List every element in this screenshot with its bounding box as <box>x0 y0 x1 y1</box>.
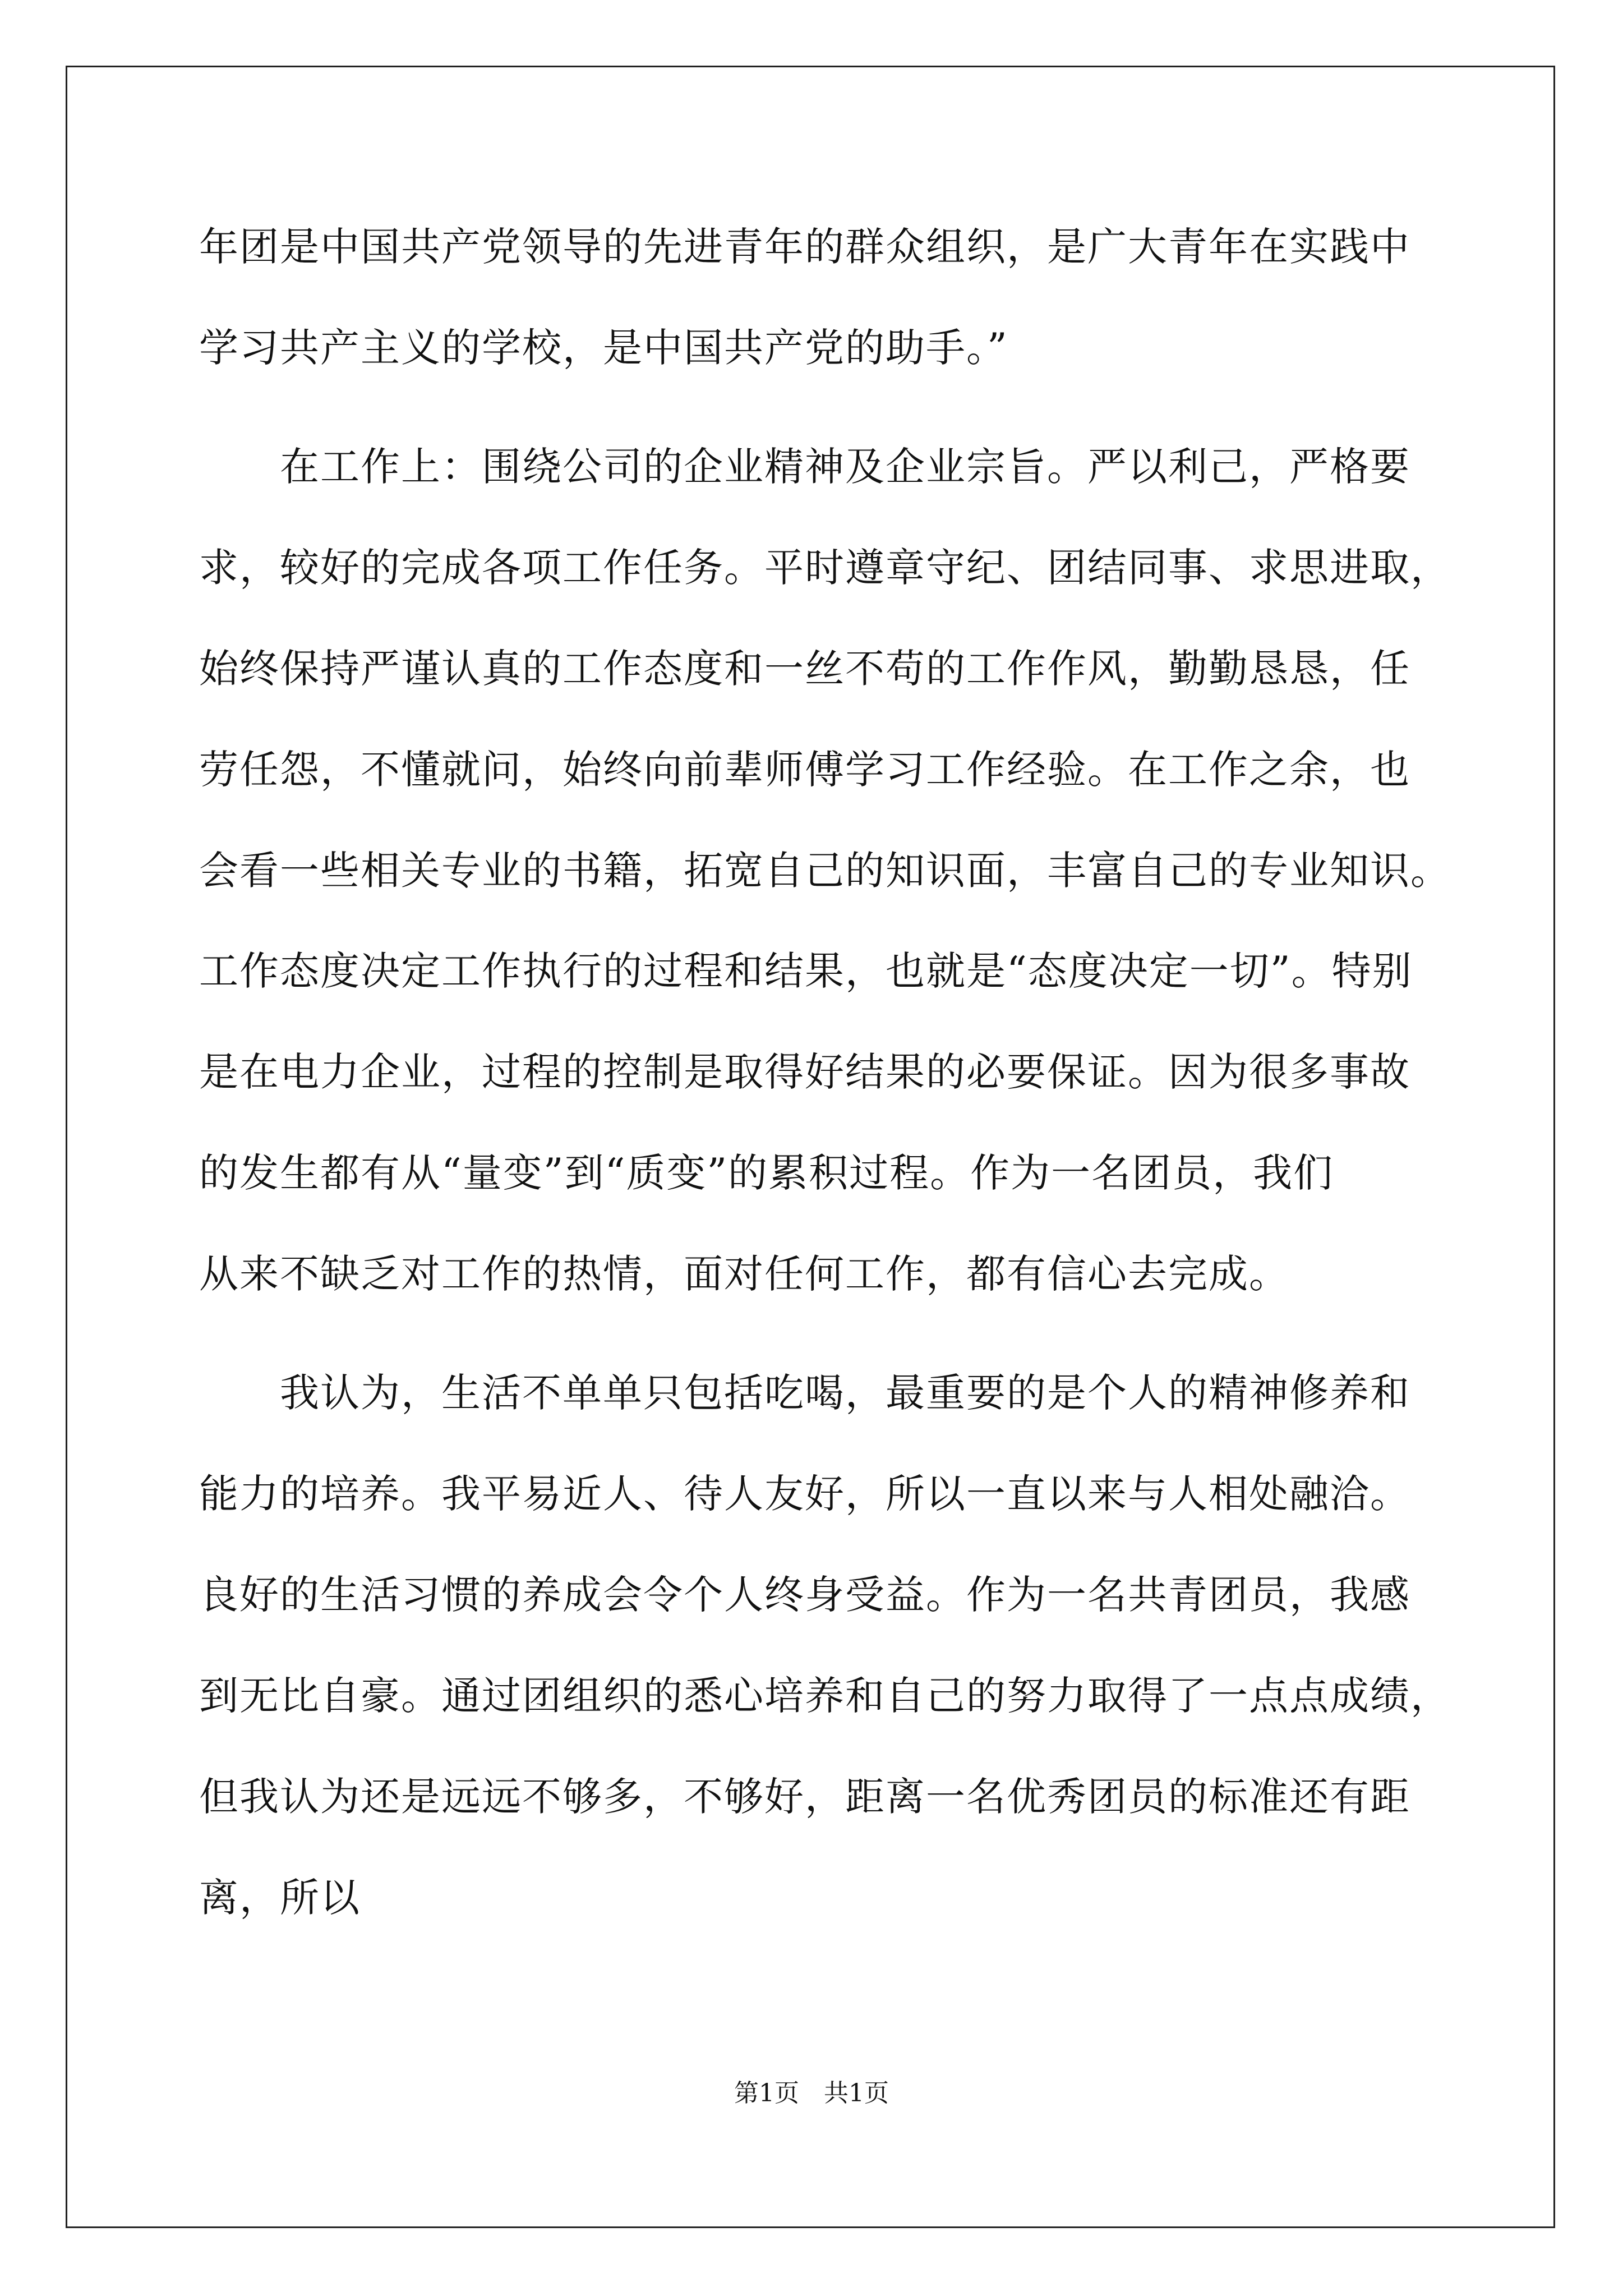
text-line: 良好的生活习惯的养成会令个人终身受益。作为一名共青团员，我感 <box>199 1572 1410 1618</box>
text-line: 劳任怨，不懂就问，始终向前辈师傅学习工作经验。在工作之余，也 <box>199 747 1410 793</box>
text-line: 的发生都有从“量变”到“质变”的累积过程。作为一名团员，我们 <box>199 1150 1334 1196</box>
text-line: 从来不缺乏对工作的热情，面对任何工作，都有信心去完成。 <box>199 1251 1289 1297</box>
text-line: 能力的培养。我平易近人、待人友好，所以一直以来与人相处融洽。 <box>199 1471 1410 1517</box>
text-line: 始终保持严谨认真的工作态度和一丝不苟的工作作风，勤勤恳恳，任 <box>199 646 1410 692</box>
text-line: 但我认为还是远远不够多，不够好，距离一名优秀团员的标准还有距 <box>199 1774 1410 1820</box>
page-footer: 第1页 共1页 <box>734 2079 889 2108</box>
text-line: 年团是中国共产党领导的先进青年的群众组织，是广大青年在实践中 <box>199 224 1410 270</box>
text-line: 是在电力企业，过程的控制是取得好结果的必要保证。因为很多事故 <box>199 1049 1410 1095</box>
text-line: 会看一些相关专业的书籍，拓宽自己的知识面，丰富自己的专业知识。 <box>199 848 1451 894</box>
text-line: 求，较好的完成各项工作任务。平时遵章守纪、团结同事、求思进取， <box>199 545 1451 591</box>
text-line: 到无比自豪。通过团组织的悉心培养和自己的努力取得了一点点成绩， <box>199 1673 1451 1719</box>
text-line: 工作态度决定工作执行的过程和结果，也就是“态度决定一切”。特别 <box>199 948 1413 994</box>
text-line: 在工作上：围绕公司的企业精神及企业宗旨。严以利己，严格要 <box>199 444 1410 490</box>
text-line: 离，所以 <box>199 1875 361 1921</box>
text-line: 学习共产主义的学校，是中国共产党的助手。” <box>199 325 1008 371</box>
text-line: 我认为，生活不单单只包括吃喝，最重要的是个人的精神修养和 <box>199 1370 1410 1416</box>
